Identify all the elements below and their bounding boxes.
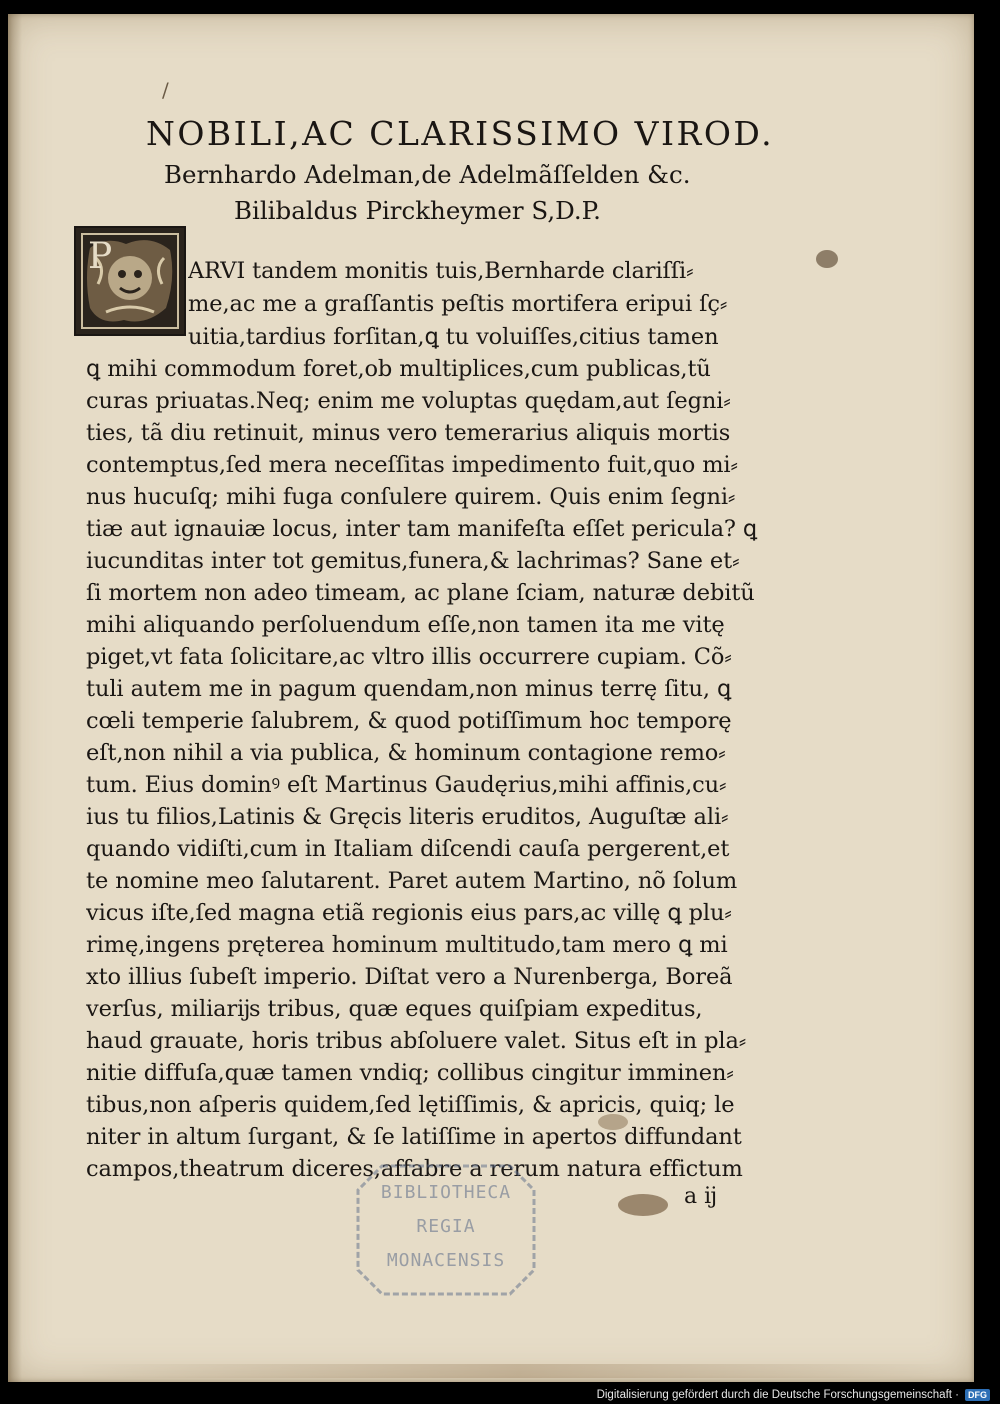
text-line: vicus iſte,ſed magna etiã regionis eius pars,ac villę ꝗ plu⸗ [86, 900, 732, 926]
dedication-sender: Bilibaldus Pirckheymer S,D.P. [234, 196, 601, 225]
stamp-line-2: REGIA [416, 1216, 476, 1237]
text-line: ꝗ mihi commodum foret,ob multiplices,cum publicas,tũ [86, 356, 711, 382]
text-line: niter in altum ſurgant, & ſe latiſſime in apertos diffundant [86, 1124, 742, 1150]
stamp-line-1: BIBLIOTHECA [380, 1182, 512, 1203]
dfg-logo-icon: DFG [965, 1389, 990, 1401]
text-line: campos,theatrum diceres,affabre a rerum natura effictum [86, 1156, 743, 1182]
text-line: ſi mortem non adeo timeam, ac plane ſciam, naturæ debitũ [86, 580, 755, 606]
text-line: eſt,non nihil a via publica, & hominum contagione remo⸗ [86, 740, 726, 766]
text-line: ius tu filios,Latinis & Gręcis literis eruditos, Auguſtæ ali⸗ [86, 804, 729, 830]
ink-stain [598, 1114, 628, 1130]
page-gutter-shadow [8, 14, 22, 1382]
footer-credit-text: Digitalisierung gefördert durch die Deutsche Forschungsgemeinschaft · [596, 1389, 959, 1401]
text-line: ties, tã diu retinuit, minus vero temerarius aliquis mortis [86, 420, 731, 446]
text-line: tuli autem me in pagum quendam,non minus terrę ſitu, ꝗ [86, 676, 732, 702]
text-line: tibus,non aſperis quidem,ſed lętiſſimis, & apricis, quiq; le [86, 1092, 735, 1118]
text-line: piget,vt fata ſolicitare,ac vltro illis occurrere cupiam. Cõ⸗ [86, 644, 732, 670]
dedication-recipient: Bernhardo Adelman,de Adelmãſſelden &c. [164, 160, 691, 189]
ink-stain [816, 250, 838, 268]
text-line: cœli temperie ſalubrem, & quod potiſſimum hoc temporę [86, 708, 732, 734]
text-line: nus hucuſq; mihi fuga conſulere quirem. Quis enim ſegni⸗ [86, 484, 736, 510]
footer-credit [597, 1387, 990, 1403]
signature-mark: a ĳ [684, 1184, 716, 1209]
ornament-initial-icon [76, 228, 184, 334]
text-line: contemptus,ſed mera neceſſitas impedimento fuit,quo mi⸗ [86, 452, 738, 478]
text-line: te nomine meo ſalutarent. Paret autem Martino, nõ ſolum [86, 868, 738, 894]
text-line: nitie diffuſa,quæ tamen vndiq; collibus cingitur imminen⸗ [86, 1060, 734, 1086]
text-line: xto illius ſubeſt imperio. Diſtat vero a Nurenberga, Boreã [86, 964, 733, 990]
text-line: uitia,tardius forſitan,ꝗ tu voluiſſes,citius tamen [188, 324, 719, 350]
text-line: tum. Eius dominꝰ eſt Martinus Gaudęrius,mihi affinis,cu⸗ [86, 772, 727, 798]
book-page [8, 14, 974, 1382]
text-line: me,ac me a graſſantis peſtis mortifera eripui ſç⸗ [188, 291, 728, 317]
text-line: mihi aliquando perſoluendum eſſe,non tamen ita me vitę [86, 612, 725, 638]
library-stamp [352, 1160, 540, 1300]
text-line: iucunditas inter tot gemitus,funera,& lachrimas? Sane et⸗ [86, 548, 740, 574]
margin-stain-mark: / [162, 78, 169, 102]
text-line: tiæ aut ignauiæ locus, inter tam manifeſta eſſet pericula? ꝗ [86, 516, 758, 542]
text-line: quando vidiſti,cum in Italiam diſcendi cauſa pergerent,et [86, 836, 730, 862]
decorated-initial-p [74, 226, 186, 336]
text-line: haud grauate, horis tribus abſoluere valet. Situs eſt in pla⸗ [86, 1028, 747, 1054]
text-line: rimę,ingens pręterea hominum multitudo,tam mero ꝗ mi [86, 932, 728, 958]
text-line: verſus, miliarĳs tribus, quæ eques quiſpiam expeditus, [86, 996, 703, 1022]
stamp-line-3: MONACENSIS [386, 1250, 506, 1271]
ink-stain [78, 1364, 958, 1378]
dedication-title: NOBILI,AC CLARISSIMO VIROD. [146, 114, 775, 153]
ink-stain [618, 1194, 668, 1216]
svg-text:P: P [88, 236, 113, 277]
text-line: curas priuatas.Neq; enim me voluptas quędam,aut ſegni⸗ [86, 388, 731, 414]
text-line: ARVI tandem monitis tuis,Bernharde clariſſi⸗ [188, 258, 694, 284]
